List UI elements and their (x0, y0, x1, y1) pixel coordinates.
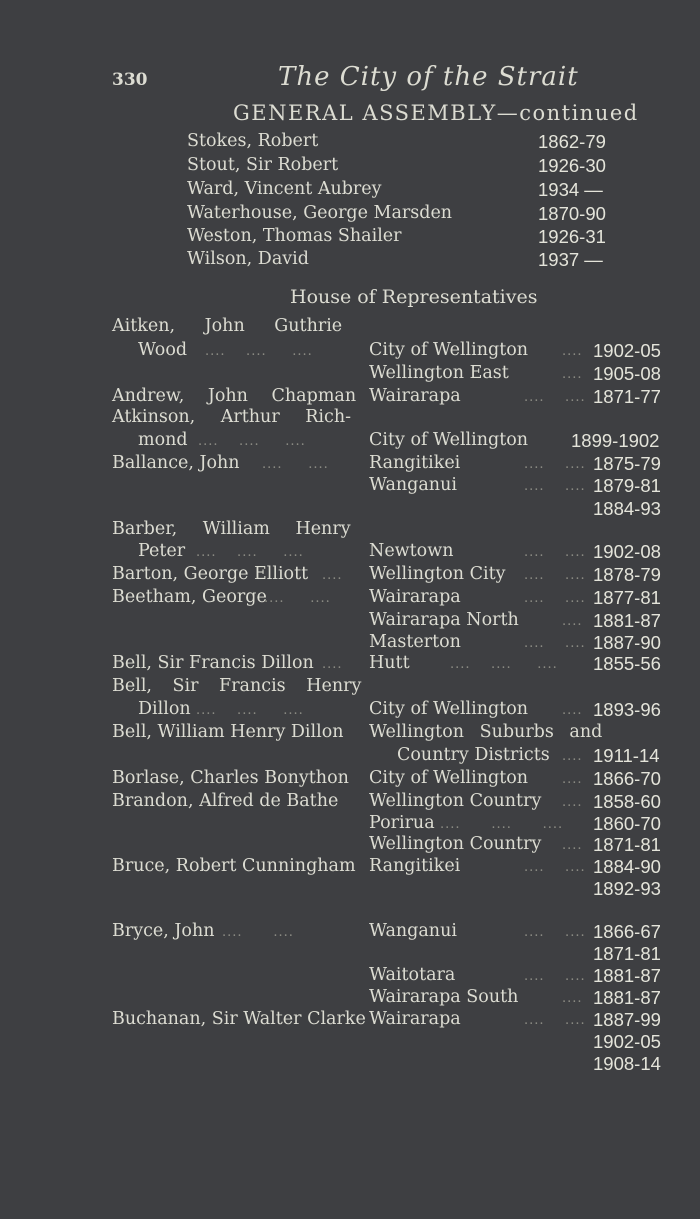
years-served: 1892-93 (593, 878, 661, 899)
years-served: 1881-87 (593, 965, 661, 986)
electorate: City of Wellington (369, 340, 529, 360)
council-name: Weston, Thomas Shailer (187, 226, 402, 246)
council-years: 1926-30 (538, 155, 606, 176)
member-name: Bruce, Robert Cunningham (112, 856, 356, 876)
years-served: 1866-67 (593, 921, 661, 942)
electorate: Masterton (369, 632, 461, 652)
years-served: 1905-08 (593, 363, 661, 384)
member-name: Ballance, John (112, 453, 240, 473)
years-served: 1884-93 (593, 498, 661, 519)
electorate: Wairarapa (369, 587, 461, 607)
years-served: 1884-90 (593, 856, 661, 877)
years-served: 1881-87 (593, 610, 661, 631)
member-name: Bryce, John (112, 921, 215, 941)
years-served: 1893-96 (593, 699, 661, 720)
electorate: Rangitikei (369, 453, 461, 473)
years-served: 1902-05 (593, 1031, 661, 1052)
years-served: 1871-81 (593, 834, 661, 855)
council-name: Waterhouse, George Marsden (187, 203, 453, 223)
electorate: Country Districts (397, 745, 550, 765)
electorate: City of Wellington (369, 768, 529, 788)
years-served: 1879-81 (593, 475, 661, 496)
member-name: Beetham, George (112, 587, 267, 607)
years-served: 1860-70 (593, 813, 661, 834)
member-name: Aitken, John Guthrie (112, 316, 343, 336)
years-served: 1887-90 (593, 632, 661, 653)
electorate: Wanganui (369, 921, 457, 941)
electorate: Hutt (369, 653, 410, 673)
member-name: Brandon, Alfred de Bathe (112, 791, 339, 811)
electorate: City of Wellington (369, 699, 529, 719)
member-name-cont: mond (138, 430, 188, 450)
years-served: 1871-81 (593, 943, 661, 964)
electorate: Porirua (369, 813, 435, 833)
page: 330 The City of the Strait GENERAL ASSEMBLY—continued Stokes, Robert 1862-79 Stout, Sir Robert 1926-30 Ward, Vincent Aubrey 1934 — Waterhouse, George Marsden 1870-90 Weston, Thomas Shailer 1926-31 Wilson, David 1937 — House of Representatives Aitken, John Guthrie Wood Andrew, John Chapman Atkinson, Arthur Rich- mond Ballance, John Barber, William Henry Peter Barton, George Elliott Beetham, George Bell, Sir Francis Dillon Bell, Sir Francis Henry Dillon Bell, William Henry Dillon Borlase, Charles Bonython Brandon, Alfred de Bathe Bruce, Robert Cunningham Bryce, John Buchanan, Sir Walter Clarke .... .... .... .... .... .... .... .... .... .... .... .... .... .... .... .... .... .... .... .... City of Wellington Wellington East Wairarapa City of Wellington Rangitikei Wanganui Newtown Wellington City Wairarapa Wairarapa North Masterton Hutt City of Wellington Wellington Suburbs and Country Districts City of Wellington Wellington Country Porirua Wellington Country Rangitikei Wanganui Waitotara Wairarapa South Wairarapa .... .... .... .... .... .... .... .... .... .... .... .... .... .... .... .... .... .... .... .... .... .... .... .... .... .... .... .... .... .... .... .... .... .... .... .... .... 1902-05 1905-08 1871-77 1899-1902 1875-79 1879-81 1884-93 1902-08 1878-79 1877-81 1881-87 1887-90 1855-56 1893-96 1911-14 1866-70 1858-60 1860-70 1871-81 1884-90 1892-93 1866-67 1871-81 1881-87 1881-87 1887-99 1902-05 1908-14 (112, 62, 661, 1074)
council-name: Stout, Sir Robert (187, 155, 339, 175)
electorate: Waitotara (369, 965, 456, 985)
years-served: 1875-79 (593, 453, 661, 474)
member-name: Barton, George Elliott (112, 564, 309, 584)
electorate: Wanganui (369, 475, 457, 495)
council-name: Ward, Vincent Aubrey (187, 179, 382, 199)
member-name: Borlase, Charles Bonython (112, 768, 349, 788)
electorate: Wellington East (369, 363, 509, 383)
years-served: 1911-14 (593, 745, 660, 766)
years-served: 1902-05 (593, 340, 661, 361)
member-name: Barber, William Henry (112, 519, 351, 539)
electorate: Wellington Country (369, 791, 542, 811)
running-title: The City of the Strait (278, 62, 579, 92)
electorate: Wairarapa North (369, 610, 519, 630)
electorate: Wellington Suburbs and (369, 722, 603, 742)
council-years: 1870-90 (538, 203, 606, 224)
council-years: 1926-31 (538, 226, 606, 247)
member-name: Bell, Sir Francis Dillon (112, 653, 314, 673)
member-name: Bell, William Henry Dillon (112, 722, 344, 742)
member-name: Atkinson, Arthur Rich- (112, 407, 352, 427)
council-name: Stokes, Robert (187, 131, 319, 151)
member-name: Buchanan, Sir Walter Clarke (112, 1009, 366, 1029)
years-served: 1878-79 (593, 564, 661, 585)
council-years: 1937 — (538, 249, 603, 270)
years-served: 1902-08 (593, 541, 661, 562)
page-number: 330 (112, 70, 148, 90)
member-name: Andrew, John Chapman (112, 386, 357, 406)
years-served: 1858-60 (593, 791, 661, 812)
years-served: 1899-1902 (571, 430, 660, 451)
council-years: 1934 — (538, 179, 603, 200)
house-heading: House of Representatives (290, 286, 538, 308)
electorate: Rangitikei (369, 856, 461, 876)
years-served: 1855-56 (593, 653, 661, 674)
electorate: Wellington City (369, 564, 506, 584)
electorate: Wairarapa South (369, 987, 519, 1007)
council-years: 1862-79 (538, 131, 606, 152)
section-title: GENERAL ASSEMBLY—continued (233, 101, 639, 125)
years-served: 1887-99 (593, 1009, 661, 1030)
years-served: 1866-70 (593, 768, 661, 789)
member-name-cont: Peter (138, 541, 186, 561)
council-name: Wilson, David (187, 249, 309, 269)
years-served: 1908-14 (593, 1053, 661, 1074)
electorate: Newtown (369, 541, 454, 561)
electorate: Wairarapa (369, 1009, 461, 1029)
years-served: 1871-77 (593, 386, 661, 407)
member-name-cont: Wood (138, 340, 188, 360)
years-served: 1877-81 (593, 587, 661, 608)
member-name-cont: Dillon (138, 699, 191, 719)
electorate: Wairarapa (369, 386, 461, 406)
member-name: Bell, Sir Francis Henry (112, 676, 362, 696)
electorate: Wellington Country (369, 834, 542, 854)
years-served: 1881-87 (593, 987, 661, 1008)
electorate: City of Wellington (369, 430, 529, 450)
